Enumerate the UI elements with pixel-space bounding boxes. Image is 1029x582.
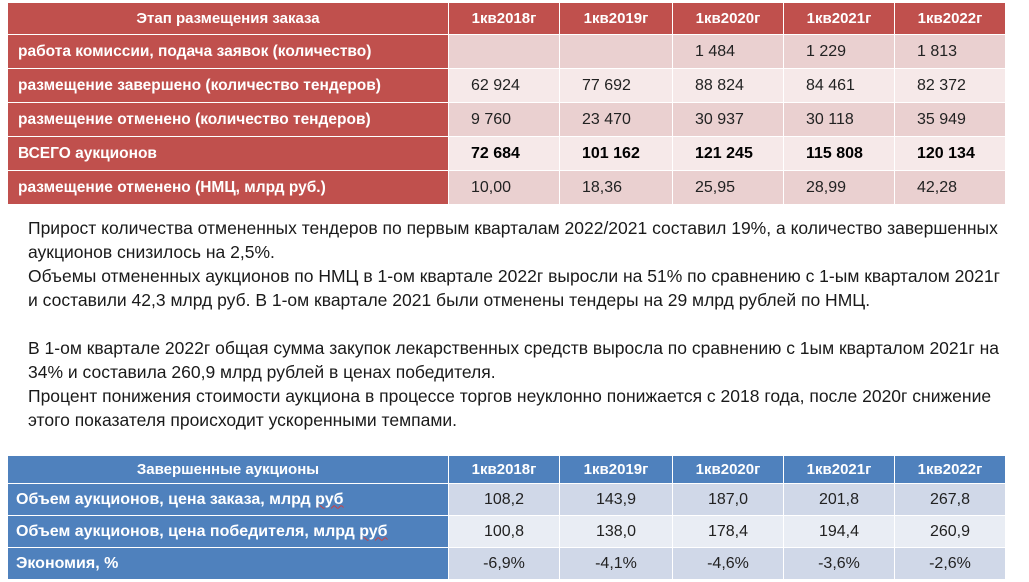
row-label: ВСЕГО аукционов	[8, 137, 449, 171]
row-label: размещение отменено (количество тендеров)	[8, 103, 449, 137]
completed-auctions-table	[7, 455, 1006, 580]
cell-2019: 138,0	[560, 516, 673, 548]
cell-2018: 9 760	[449, 103, 560, 137]
row-label	[8, 516, 449, 548]
cell-2021: 28,99	[784, 171, 895, 205]
header-completed: Завершенные аукционы	[8, 456, 449, 484]
cell-2022: 260,9	[895, 516, 1006, 548]
cell-2022: 82 372	[895, 69, 1006, 103]
row-label-text: Экономия, %	[16, 554, 119, 572]
cell-2018: 10,00	[449, 171, 560, 205]
table-row	[8, 69, 1006, 103]
cell-2021: 1 229	[784, 35, 895, 69]
cell-2022: -2,6%	[895, 548, 1006, 580]
cell-2019: 23 470	[560, 103, 673, 137]
header-2020: 1кв2020г	[673, 3, 784, 35]
cell-2020: 187,0	[673, 484, 784, 516]
cell-2021: -3,6%	[784, 548, 895, 580]
cell-2018: 108,2	[449, 484, 560, 516]
cell-2020: 88 824	[673, 69, 784, 103]
cell-2018	[449, 35, 560, 69]
cell-2022: 35 949	[895, 103, 1006, 137]
cell-2019: 77 692	[560, 69, 673, 103]
header-2022: 1кв2022г	[895, 3, 1006, 35]
table-row	[8, 103, 1006, 137]
row-label-unit: руб	[359, 522, 388, 540]
table-row	[8, 484, 1006, 516]
cell-2019: 101 162	[560, 137, 673, 171]
cell-2019: 143,9	[560, 484, 673, 516]
cell-2022: 120 134	[895, 137, 1006, 171]
paragraph: Процент понижения стоимости аукциона в процессе торгов неуклонно понижается с 2018 года, после 2020г снижение этого показателя происходит ускоренными темпами.	[28, 386, 992, 430]
cell-2021: 201,8	[784, 484, 895, 516]
cell-2022: 42,28	[895, 171, 1006, 205]
cell-2021: 194,4	[784, 516, 895, 548]
table-row	[8, 548, 1006, 580]
cell-2020: 25,95	[673, 171, 784, 205]
row-label: размещение завершено (количество тендеров)	[8, 69, 449, 103]
cell-2018: 100,8	[449, 516, 560, 548]
cell-2021: 30 118	[784, 103, 895, 137]
table-row	[8, 516, 1006, 548]
row-label-unit: руб	[315, 490, 344, 508]
header-2018: 1кв2018г	[449, 3, 560, 35]
table-header-row	[8, 3, 1006, 35]
row-label	[8, 548, 449, 580]
row-label: работа комиссии, подача заявок (количество)	[8, 35, 449, 69]
row-label-text: Объем аукционов, цена победителя, млрд	[16, 522, 360, 540]
cell-2022: 1 813	[895, 35, 1006, 69]
header-2019: 1кв2019г	[560, 3, 673, 35]
cell-2019	[560, 35, 673, 69]
header-stage: Этап размещения заказа	[8, 3, 449, 35]
table-row	[8, 35, 1006, 69]
cell-2021: 115 808	[784, 137, 895, 171]
paragraph: Объемы отмененных аукционов по НМЦ в 1-ом квартале 2022г выросли на 51% по сравнению с 1-ым кварталом 2021г и составили 42,3 млрд руб. В 1-ом квартале 2021 были отменены тендеры на 29 млрд рублей по НМЦ.	[28, 266, 1000, 310]
header-2021: 1кв2021г	[784, 456, 895, 484]
cell-2020: 178,4	[673, 516, 784, 548]
table-row	[8, 171, 1006, 205]
table-header-row	[8, 456, 1006, 484]
cell-2020: 1 484	[673, 35, 784, 69]
header-2021: 1кв2021г	[784, 3, 895, 35]
row-label	[8, 484, 449, 516]
cell-2022: 267,8	[895, 484, 1006, 516]
tender-stages-table	[7, 2, 1006, 205]
row-label-text: Объем аукционов, цена заказа, млрд	[16, 490, 316, 508]
cell-2019: -4,1%	[560, 548, 673, 580]
paragraph: В 1-ом квартале 2022г общая сумма закупок лекарственных средств выросла по сравнению с 1ым кварталом 2021г на 34% и составила 260,9 млрд рублей в ценах победителя.	[28, 338, 1000, 382]
cell-2021: 84 461	[784, 69, 895, 103]
cell-2018: 72 684	[449, 137, 560, 171]
cell-2018: 62 924	[449, 69, 560, 103]
row-label: размещение отменено (НМЦ, млрд руб.)	[8, 171, 449, 205]
cell-2020: 121 245	[673, 137, 784, 171]
cell-2018: -6,9%	[449, 548, 560, 580]
header-2022: 1кв2022г	[895, 456, 1006, 484]
header-2020: 1кв2020г	[673, 456, 784, 484]
header-2019: 1кв2019г	[560, 456, 673, 484]
cell-2019: 18,36	[560, 171, 673, 205]
header-2018: 1кв2018г	[449, 456, 560, 484]
paragraph: Прирост количества отмененных тендеров по первым кварталам 2022/2021 составил 19%, а количество завершенных аукционов снизилось на 2,5%.	[28, 218, 998, 262]
paragraph-spacer	[28, 312, 1013, 336]
cell-2020: -4,6%	[673, 548, 784, 580]
cell-2020: 30 937	[673, 103, 784, 137]
table-row-total	[8, 137, 1006, 171]
commentary-text	[28, 216, 1013, 432]
